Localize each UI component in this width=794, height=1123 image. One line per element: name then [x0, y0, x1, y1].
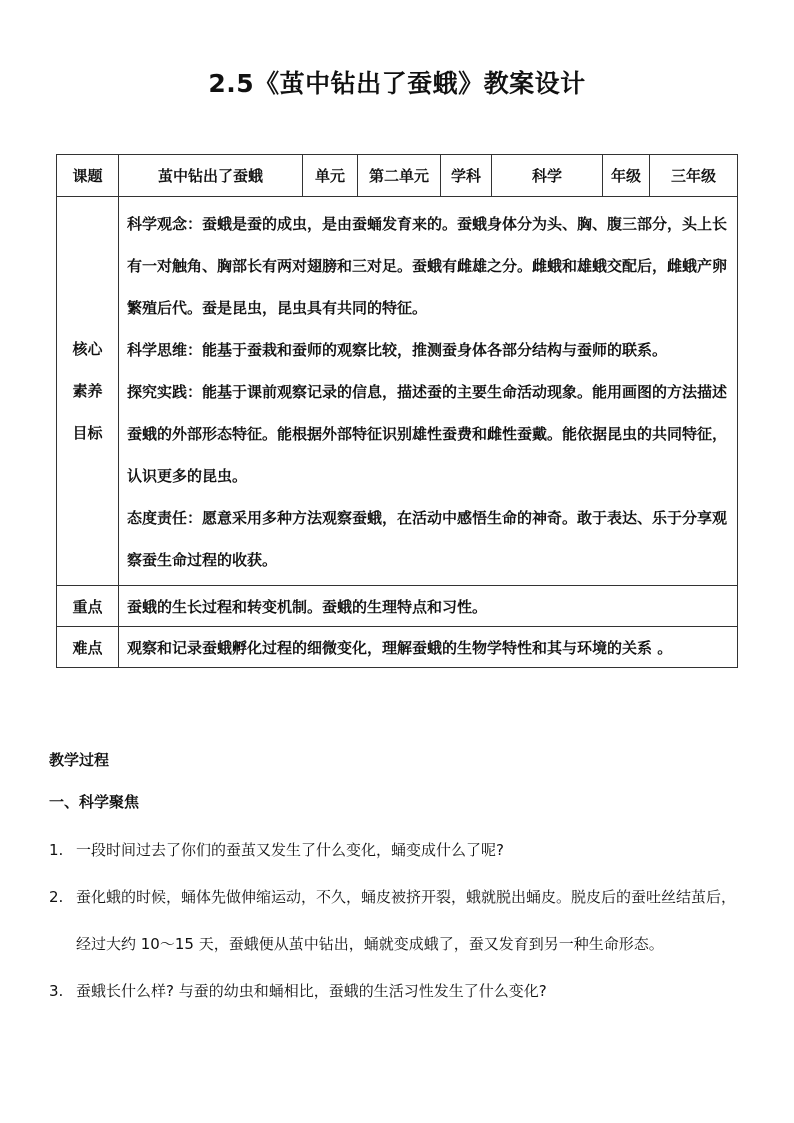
subject-value: 科学	[492, 155, 603, 197]
list-item	[49, 968, 749, 1015]
goal-practice: 探究实践：能基于课前观察记录的信息，描述蚕的主要生命活动现象。能用画图的方法描述蚕蛾的外部形态特征。能根据外部特征识别雄性蚕费和雌性蚕戴。能依据昆虫的共同特征，认识更多的昆虫。	[127, 383, 728, 485]
core-goals-label	[57, 197, 119, 586]
key-points-row	[57, 586, 738, 627]
step-number: 1.	[49, 841, 64, 859]
goal-attitude: 态度责任：愿意采用多种方法观察蚕蛾，在活动中感悟生命的神奇。敢于表达、乐于分享观察蚕生命过程的收获。	[127, 509, 728, 569]
key-points-label: 重点	[57, 586, 119, 627]
topic-value: 茧中钻出了蚕蛾	[119, 155, 303, 197]
table-header-row	[57, 155, 738, 197]
difficulty-label: 难点	[57, 627, 119, 668]
teaching-process	[49, 745, 749, 1015]
step-text: 蚕蛾长什么样? 与蚕的幼虫和蛹相比，蚕蛾的生活习性发生了什么变化?	[76, 982, 547, 1000]
list-item	[49, 827, 749, 874]
step-number: 3.	[49, 982, 64, 1000]
step-number: 2.	[49, 888, 64, 906]
difficulty-row	[57, 627, 738, 668]
core-goals-content	[119, 197, 738, 586]
core-label-line: 核心	[72, 340, 103, 358]
goal-thinking: 科学思维：能基于蚕栽和蚕师的观察比较，推测蚕身体各部分结构与蚕师的联系。	[127, 341, 668, 359]
unit-value: 第二单元	[358, 155, 441, 197]
grade-label: 年级	[603, 155, 650, 197]
unit-label: 单元	[303, 155, 358, 197]
process-heading: 教学过程	[49, 751, 110, 769]
subject-label: 学科	[441, 155, 492, 197]
lesson-info-table	[56, 154, 738, 668]
goal-concept: 科学观念：蚕蛾是蚕的成虫，是由蚕蛹发育来的。蚕蛾身体分为头、胸、腹三部分，头上长有一对触角、胸部长有两对翅膀和三对足。蚕蛾有雌雄之分。雌蛾和雄蛾交配后，雌蛾产卵繁殖后代。蚕是昆虫，昆虫具有共同的特征。	[127, 215, 728, 317]
difficulty-content: 观察和记录蚕蛾孵化过程的细微变化，理解蚕蛾的生物学特性和其与环境的关系 。	[119, 627, 738, 668]
step-text: 蚕化蛾的时候，蛹体先做伸缩运动，不久，蛹皮被挤开裂，蛾就脱出蛹皮。脱皮后的蚕吐丝结茧后，经过大约 10～15 天，蚕蛾便从茧中钻出，蛹就变成蛾了，蚕又发育到另一种生命形态。	[76, 888, 737, 953]
core-goals-row	[57, 197, 738, 586]
page-title: 2.5《茧中钻出了蚕蛾》教案设计	[208, 69, 586, 98]
grade-value: 三年级	[650, 155, 738, 197]
process-steps	[49, 827, 749, 1015]
key-points-content: 蚕蛾的生长过程和转变机制。蚕蛾的生理特点和习性。	[119, 586, 738, 627]
step-text: 一段时间过去了你们的蚕茧又发生了什么变化，蛹变成什么了呢?	[76, 841, 504, 859]
list-item	[49, 874, 749, 968]
topic-label: 课题	[57, 155, 119, 197]
core-label-line: 素养	[72, 382, 103, 400]
core-label-line: 目标	[72, 424, 103, 442]
section-title: 一、科学聚焦	[49, 793, 140, 811]
